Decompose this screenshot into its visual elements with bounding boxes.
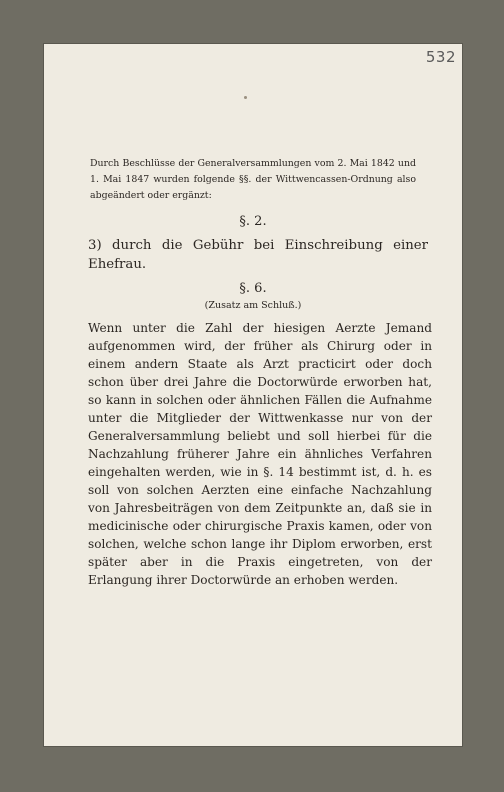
intro-paragraph: Durch Beschlüsse der Generalversammlungen vom 2. Mai 1842 und 1. Mai 1847 wurden folgende §§. der Wittwencassen-Ordnung also abgeändert oder ergänzt: xyxy=(90,158,416,201)
section-heading-6: §. 6. xyxy=(239,281,267,296)
section-2-clause: 3) durch die Gebühr bei Einschreibung einer Ehefrau. xyxy=(88,238,428,272)
section-heading-2: §. 2. xyxy=(239,214,267,229)
document-page xyxy=(44,44,462,746)
page-number: 532 xyxy=(425,48,456,66)
section-6-body: Wenn unter die Zahl der hiesigen Aerzte Jemand aufgenommen wird, der früher als Chirurg oder in einem andern Staate als Arzt practicirt oder doch schon über drei Jahre die Doctorwürde erworben hat, so kann in solchen oder ähnlichen Fällen die Aufnahme unter die Mitglieder der Wittwenkasse nur von der Generalversammlung beliebt und soll hierbei für die Nachzahlung früherer Jahre ein ähnliches Verfahren eingehalten werden, wie in §. 14 bestimmt ist, d. h. es soll von solchen Aerzten eine einfache Nachzahlung von Jahresbeiträgen von dem Zeitpunkte an, daß sie in medicinische oder chirurgische Praxis kamen, oder von solchen, welche schon lange ihr Diplom erworben, erst später aber in die Praxis eingetreten, von der Erlangung ihrer Doctorwürde an erhoben werden. xyxy=(88,321,432,587)
section-6-subheading: (Zusatz am Schluß.) xyxy=(204,300,302,311)
paper-spot xyxy=(244,96,247,99)
